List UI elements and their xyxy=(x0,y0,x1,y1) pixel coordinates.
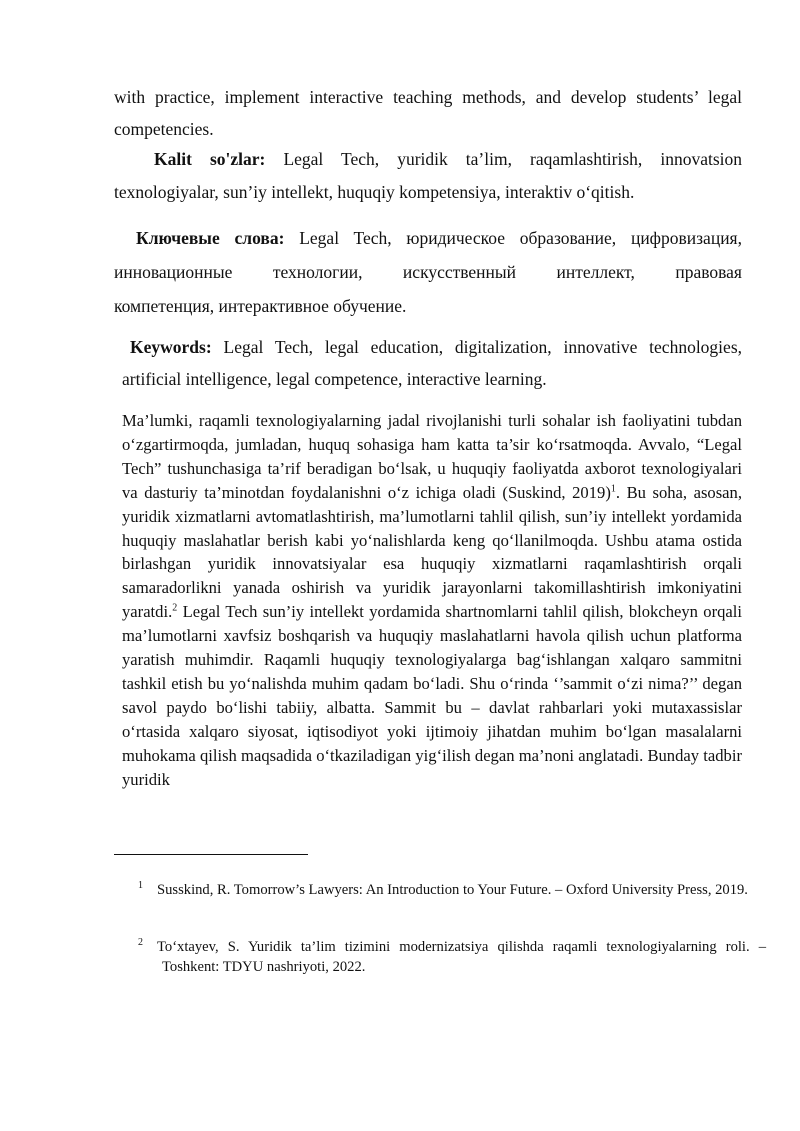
keywords-russian xyxy=(114,221,742,323)
footnote-ref-1[interactable]: 1 xyxy=(610,483,616,495)
body-paragraph xyxy=(122,409,742,792)
keywords-russian-line-3: компетенция, интерактивное обучение. xyxy=(114,296,407,316)
keywords-english-text: Legal Tech, legal education, digitalization, innovative technologies, artificial intelligence, legal competence, interactive learning. xyxy=(122,337,742,389)
footnote-1 xyxy=(138,880,766,900)
body-text-part-3: Legal Tech sun’iy intellekt yordamida shartnomlarni tahlil qilish, blokcheyn orqali ma’lumotlarni xavfsiz boshqarish va huquqiy maslahatlarni havola qilish uchun platforma yaratish muhimdir. Raqamli huquqiy texnologiyalarga bag‘ishlangan xalqaro sammitni tashkil etish bu yo‘nalishda muhim qadam bo‘ladi. Shu o‘rinda ‘’sammit o‘zi nima?’’ degan savol paydo bo‘lishi tabiiy, albatta. Sammit bu – davlat rahbarlari yoki mutaxassislar o‘rtasida xalqaro siyosat, iqtisodiyot yoki ijtimoiy jihatdan muhim bo‘lgan masalalarni muhokama qilish maqsadida o‘tkaziladigan yig‘ilish degan ma’noni anglatadi. Bunday tadbir yuridik xyxy=(122,602,742,789)
abstract-line-2: competencies. xyxy=(114,119,214,139)
keywords-uzbek-label: Kalit so'zlar: xyxy=(154,149,266,169)
keywords-english xyxy=(122,331,742,395)
body-text-part-1: Ma’lumki, raqamli texnologiyalarning jadal rivojlanishi turli sohalar ish faoliyatini tubdan o‘zgartirmoqda, jumladan, huquq sohasiga ham katta ta’sir ko‘rsatmoqda. Avvalo, “Legal Tech” tushunchasiga ta’rif beradigan bo‘lsak, u huquqiy faoliyatda axborot texnologiyalari va dasturiy ta’minotdan foydalanishni o‘z ichiga oladi (Suskind, 2019) xyxy=(122,411,742,502)
footnote-text-1: Susskind, R. Tomorrow’s Lawyers: An Introduction to Your Future. – Oxford University Press, 2019. xyxy=(157,882,748,898)
footnote-number-2: 2 xyxy=(138,937,143,949)
keywords-russian-text-1: Legal Tech, юридическое образование, цифровизация, xyxy=(299,228,742,248)
keywords-russian-line-1 xyxy=(114,221,742,255)
body-text-part-2: . Bu soha, asosan, yuridik xizmatlarni avtomatlashtirish, ma’lumotlarni tahlil qilish, sun’iy intellekt yordamida huquqiy maslahatlar berish kabi yo‘nalishlarda keng qo‘llanilmoqda. Ushbu atama ostida birlashgan yuridik innovatsiyalar esa huquqiy xizmatlarni raqamlashtirish orqali samaradorlikni yanada oshirish va yuridik jarayonlarni takomillashtirish imkoniyatini yaratdi. xyxy=(122,482,742,622)
keywords-uzbek-text: Legal Tech, yuridik ta’lim, raqamlashtirish, innovatsion texnologiyalar, sun’iy intellekt, huquqiy kompetensiya, interaktiv o‘qitish. xyxy=(114,149,743,202)
keywords-russian-line-2: инновационные технологии, искусственный интеллект, правовая xyxy=(114,262,742,282)
footnote-ref-2[interactable]: 2 xyxy=(172,602,178,614)
keywords-uzbek xyxy=(114,143,742,209)
footnote-2 xyxy=(138,937,766,977)
keywords-english-label: Keywords: xyxy=(130,337,212,357)
keywords-russian-label: Ключевые слова: xyxy=(136,228,285,248)
abstract-line-1: with practice, implement interactive teaching methods, and develop students’ legal xyxy=(114,87,742,107)
footnote-text-2: To‘xtayev, S. Yuridik ta’lim tizimini modernizatsiya qilishda raqamli texnologiyalarning roli. – Toshkent: TDYU nashriyoti, 2022. xyxy=(157,939,766,975)
abstract-continuation xyxy=(114,81,742,145)
footnote-separator xyxy=(114,854,308,855)
footnote-number-1: 1 xyxy=(138,880,143,892)
